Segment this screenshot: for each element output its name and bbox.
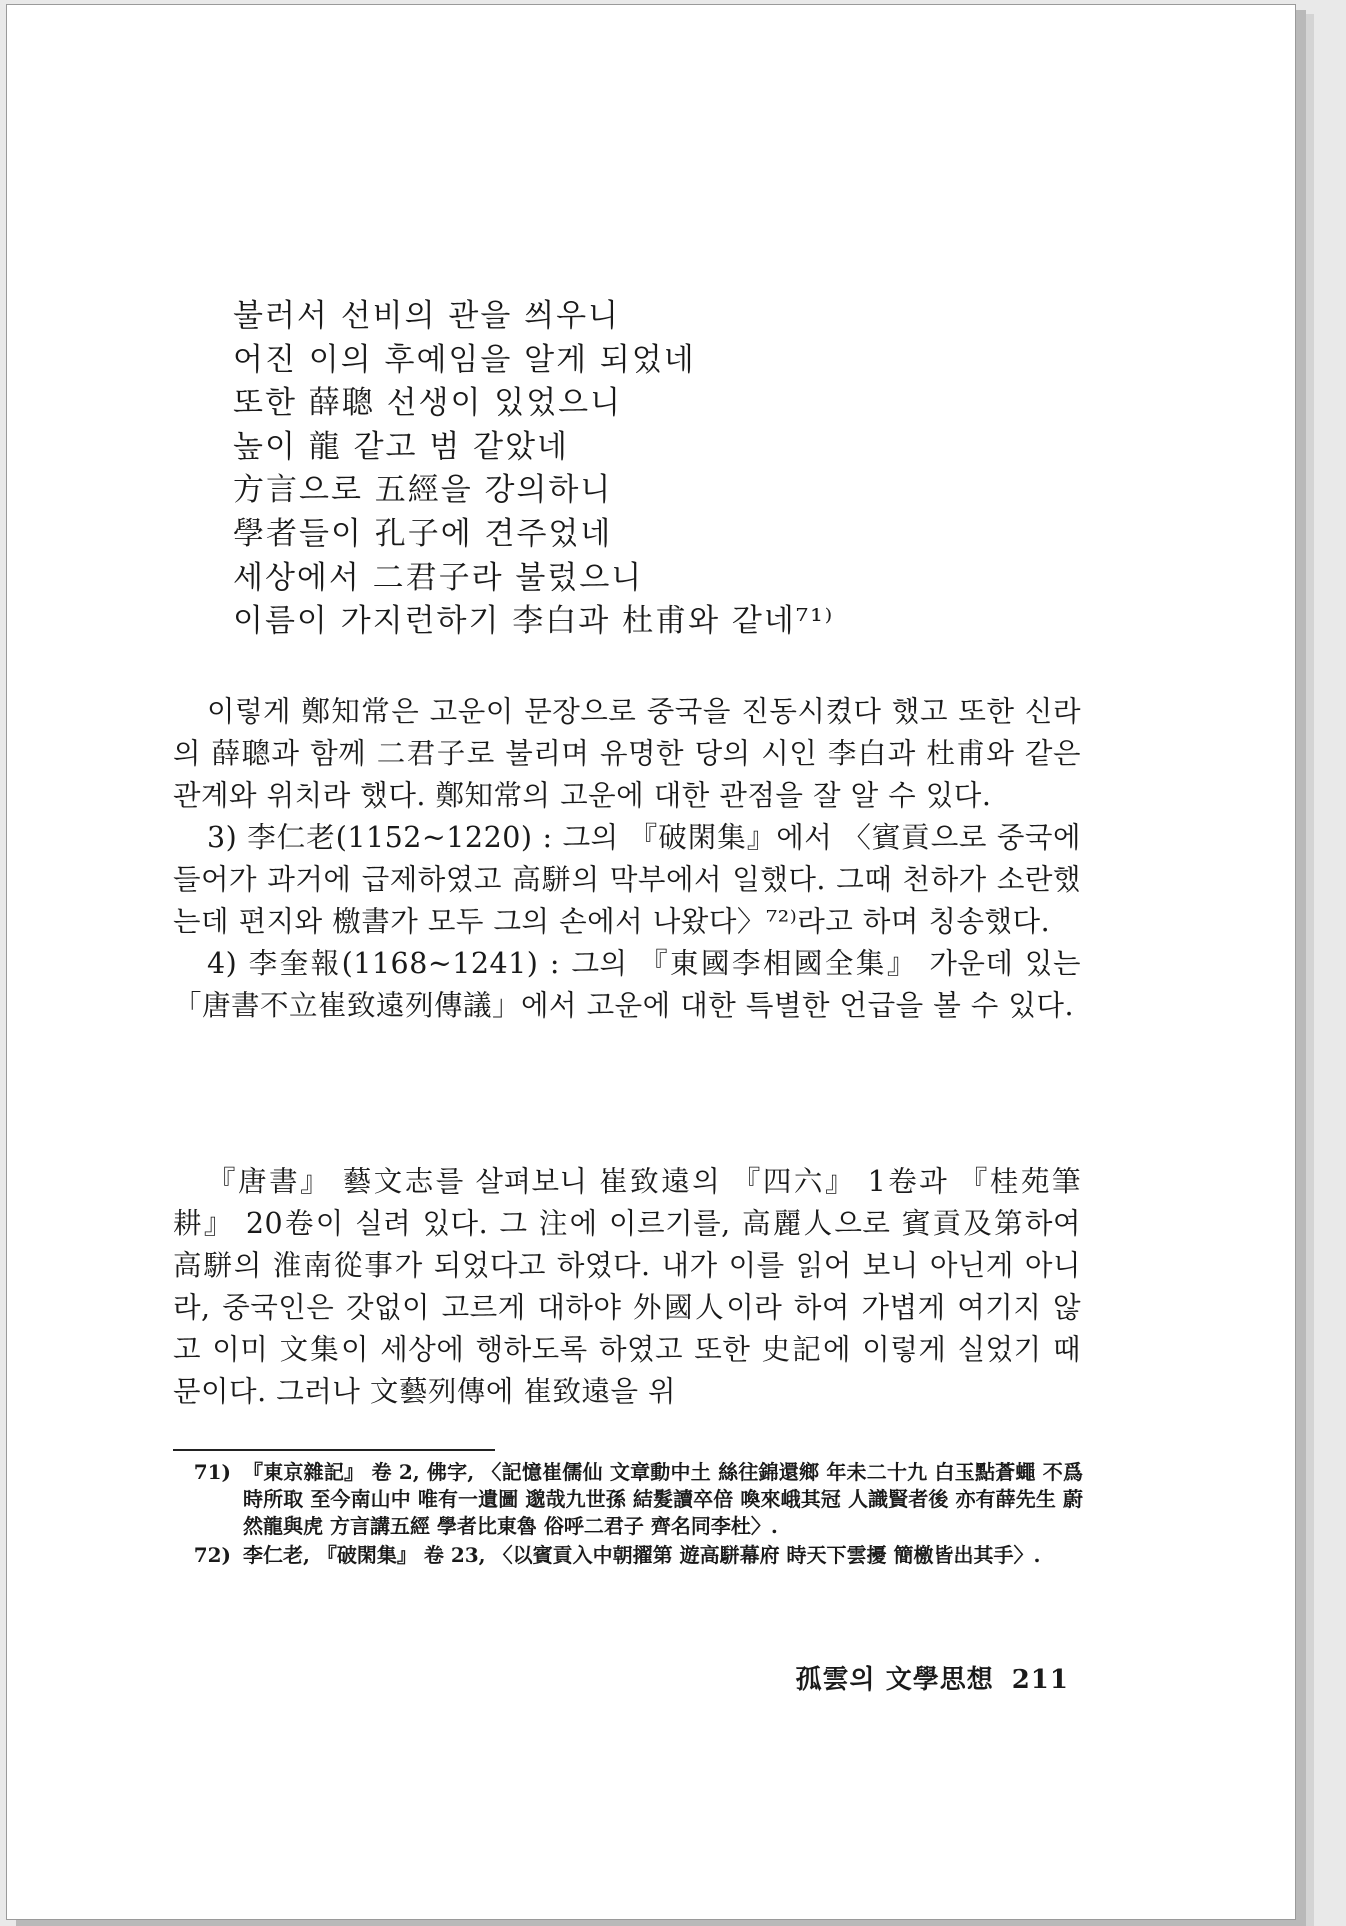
poem-line: 세상에서 二君子라 불렀으니 — [233, 559, 644, 596]
quote-paragraph: 『唐書』 藝文志를 살펴보니 崔致遠의 『四六』 1卷과 『桂苑筆耕』 20卷이 실려 있다. 그 注에 이르기를, 高麗人으로 賓貢及第하여 高駢의 淮南從事가 되었다고 하였다. 내가 이를 읽어 보니 아닌게 아니라, 중국인은 갓없이 고르게 대하야 外國人이라 하여 가볍게 여기지 않고 이미 文集이 세상에 행하도록 하였고 또한 史記에 이렇게 실었기 때문이다. 그러나 文藝列傳에 崔致遠을 위 — [173, 1165, 1081, 1408]
footnote-text: 『東京雜記』 卷 2, 佛字, 〈記憶崔儒仙 文章動中土 絲往錦還鄉 年未二十九 白玉點蒼蠅 不爲時所取 至今南山中 唯有一遺圖 邈哉九世孫 結髮讀卒倍 喚來峨其冠 人識賢者後 亦有薛先生 蔚然龍與虎 方言講五經 學者比東魯 俗呼二君子 齊名同李杜〉. — [243, 1460, 1083, 1538]
paragraph: 4) 李奎報(1168~1241) : 그의 『東國李相國全集』 가운데 있는 「唐書不立崔致遠列傳議」에서 고운에 대한 특별한 언급을 볼 수 있다. — [173, 947, 1081, 1022]
poem-block — [233, 295, 834, 644]
footnote-number: 71) — [193, 1460, 231, 1484]
footnote-text: 李仁老, 『破閑集』 卷 23, 〈以賓貢入中朝擢第 遊高駢幕府 時天下雲擾 簡檄皆出其手〉. — [243, 1543, 1041, 1567]
footnotes — [173, 1459, 1083, 1571]
footnote-number: 72) — [193, 1543, 231, 1567]
body-text — [173, 691, 1081, 1027]
poem-line: 이름이 가지런하기 李白과 杜甫와 같네⁷¹⁾ — [233, 603, 835, 640]
page-number: 211 — [1011, 1665, 1069, 1695]
poem-line: 높이 龍 같고 범 같았네 — [233, 428, 569, 465]
poem-line: 學者들이 孔子에 견주었네 — [233, 515, 613, 552]
poem-line: 方言으로 五經을 강의하니 — [233, 472, 613, 509]
quoted-text — [173, 1161, 1081, 1413]
book-page — [6, 4, 1296, 1920]
paragraph: 이렇게 鄭知常은 고운이 문장으로 중국을 진동시켰다 했고 또한 신라의 薛聰과 함께 二君子로 불리며 유명한 당의 시인 李白과 杜甫와 같은 관계와 위치라 했다. 鄭知常의 고운에 대한 관점을 잘 알 수 있다. — [173, 695, 1081, 812]
paragraph: 3) 李仁老(1152~1220) : 그의 『破閑集』에서 〈賓貢으로 중국에 들어가 과거에 급제하였고 高駢의 막부에서 일했다. 그때 천하가 소란했는데 편지와 檄書가 모두 그의 손에서 나왔다〉⁷²⁾라고 하며 칭송했다. — [173, 821, 1081, 938]
poem-line: 어진 이의 후예임을 알게 되었네 — [233, 341, 696, 378]
poem-line: 또한 薛聰 선생이 있었으니 — [233, 385, 623, 422]
footnote — [173, 1542, 1083, 1569]
footnote-divider — [173, 1449, 495, 1451]
footnote — [173, 1459, 1083, 1540]
poem-line: 불러서 선비의 관을 씌우니 — [233, 298, 620, 334]
page-footer — [796, 1659, 1069, 1696]
running-title: 孤雲의 文學思想 — [795, 1665, 994, 1695]
